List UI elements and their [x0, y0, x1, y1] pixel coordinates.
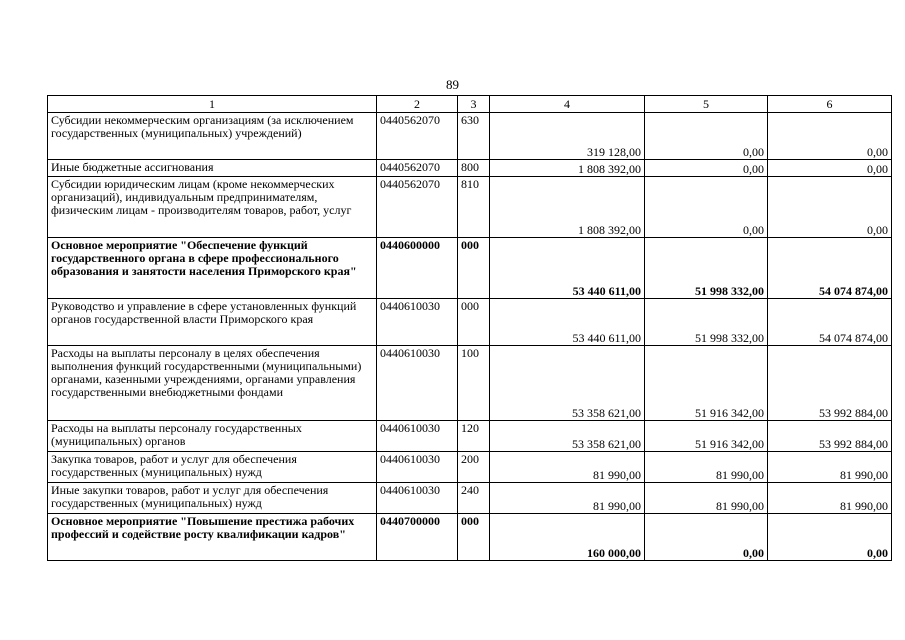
- table-row: [48, 514, 892, 561]
- row-value-1-cell: 53 440 611,00: [490, 299, 645, 346]
- row-value-2-cell: 0,00: [645, 160, 768, 177]
- row-type-cell: 000: [458, 238, 490, 299]
- column-header: 1: [48, 96, 377, 113]
- row-value-2-cell: 0,00: [645, 113, 768, 160]
- table-row: [48, 177, 892, 238]
- row-type-cell: 200: [458, 452, 490, 483]
- table-row: [48, 421, 892, 452]
- table-row: [48, 452, 892, 483]
- row-value-1-cell: 319 128,00: [490, 113, 645, 160]
- column-header: 4: [490, 96, 645, 113]
- row-code-cell: 0440610030: [377, 483, 458, 514]
- row-name-cell: Субсидии юридическим лицам (кроме некоммерческих организаций), индивидуальным предпринимателям, физическим лицам - производителям товаров, работ, услуг: [48, 177, 377, 238]
- row-name-cell: Основное мероприятие "Обеспечение функций государственного органа в сфере профессионального образования и занятости населения Приморского края": [48, 238, 377, 299]
- budget-table: [47, 95, 892, 561]
- row-value-1-cell: 53 358 621,00: [490, 346, 645, 421]
- row-value-1-cell: 160 000,00: [490, 514, 645, 561]
- row-value-1-cell: 1 808 392,00: [490, 160, 645, 177]
- table-row: [48, 113, 892, 160]
- row-value-1-cell: 53 440 611,00: [490, 238, 645, 299]
- table-row: [48, 238, 892, 299]
- row-name-cell: Основное мероприятие "Повышение престижа рабочих профессий и содействие росту квалификации кадров": [48, 514, 377, 561]
- column-header: 2: [377, 96, 458, 113]
- row-value-3-cell: 0,00: [768, 514, 892, 561]
- table-row: [48, 299, 892, 346]
- table-header-row: [48, 96, 892, 113]
- row-type-cell: 000: [458, 299, 490, 346]
- row-code-cell: 0440562070: [377, 160, 458, 177]
- column-header: 5: [645, 96, 768, 113]
- table-row: [48, 483, 892, 514]
- row-code-cell: 0440610030: [377, 452, 458, 483]
- row-value-2-cell: 51 998 332,00: [645, 238, 768, 299]
- row-name-cell: Субсидии некоммерческим организациям (за исключением государственных (муниципальных) учреждений): [48, 113, 377, 160]
- row-value-2-cell: 51 916 342,00: [645, 421, 768, 452]
- row-type-cell: 630: [458, 113, 490, 160]
- row-name-cell: Иные бюджетные ассигнования: [48, 160, 377, 177]
- row-value-2-cell: 81 990,00: [645, 452, 768, 483]
- row-type-cell: 800: [458, 160, 490, 177]
- row-name-cell: Руководство и управление в сфере установленных функций органов государственной власти Приморского края: [48, 299, 377, 346]
- row-value-1-cell: 1 808 392,00: [490, 177, 645, 238]
- row-type-cell: 240: [458, 483, 490, 514]
- row-type-cell: 810: [458, 177, 490, 238]
- row-code-cell: 0440700000: [377, 514, 458, 561]
- row-value-3-cell: 81 990,00: [768, 452, 892, 483]
- row-name-cell: Расходы на выплаты персоналу государственных (муниципальных) органов: [48, 421, 377, 452]
- row-value-3-cell: 0,00: [768, 177, 892, 238]
- row-value-3-cell: 81 990,00: [768, 483, 892, 514]
- row-value-3-cell: 0,00: [768, 113, 892, 160]
- row-value-2-cell: 51 998 332,00: [645, 299, 768, 346]
- row-type-cell: 120: [458, 421, 490, 452]
- row-name-cell: Закупка товаров, работ и услуг для обеспечения государственных (муниципальных) нужд: [48, 452, 377, 483]
- row-value-3-cell: 54 074 874,00: [768, 299, 892, 346]
- table-row: [48, 160, 892, 177]
- row-code-cell: 0440600000: [377, 238, 458, 299]
- row-type-cell: 100: [458, 346, 490, 421]
- row-value-3-cell: 53 992 884,00: [768, 346, 892, 421]
- row-code-cell: 0440562070: [377, 113, 458, 160]
- row-value-2-cell: 0,00: [645, 514, 768, 561]
- row-value-3-cell: 53 992 884,00: [768, 421, 892, 452]
- page-number: 89: [446, 77, 459, 92]
- row-value-3-cell: 0,00: [768, 160, 892, 177]
- row-value-1-cell: 53 358 621,00: [490, 421, 645, 452]
- row-code-cell: 0440610030: [377, 421, 458, 452]
- row-value-1-cell: 81 990,00: [490, 483, 645, 514]
- row-code-cell: 0440562070: [377, 177, 458, 238]
- row-value-2-cell: 51 916 342,00: [645, 346, 768, 421]
- row-value-2-cell: 81 990,00: [645, 483, 768, 514]
- column-header: 3: [458, 96, 490, 113]
- row-value-1-cell: 81 990,00: [490, 452, 645, 483]
- column-header: 6: [768, 96, 892, 113]
- row-code-cell: 0440610030: [377, 299, 458, 346]
- row-value-3-cell: 54 074 874,00: [768, 238, 892, 299]
- row-name-cell: Расходы на выплаты персоналу в целях обеспечения выполнения функций государственными (муниципальными) органами, казенными учреждениями, органами управления государственными внебюджетными фондами: [48, 346, 377, 421]
- row-value-2-cell: 0,00: [645, 177, 768, 238]
- row-type-cell: 000: [458, 514, 490, 561]
- row-name-cell: Иные закупки товаров, работ и услуг для обеспечения государственных (муниципальных) нужд: [48, 483, 377, 514]
- row-code-cell: 0440610030: [377, 346, 458, 421]
- table-row: [48, 346, 892, 421]
